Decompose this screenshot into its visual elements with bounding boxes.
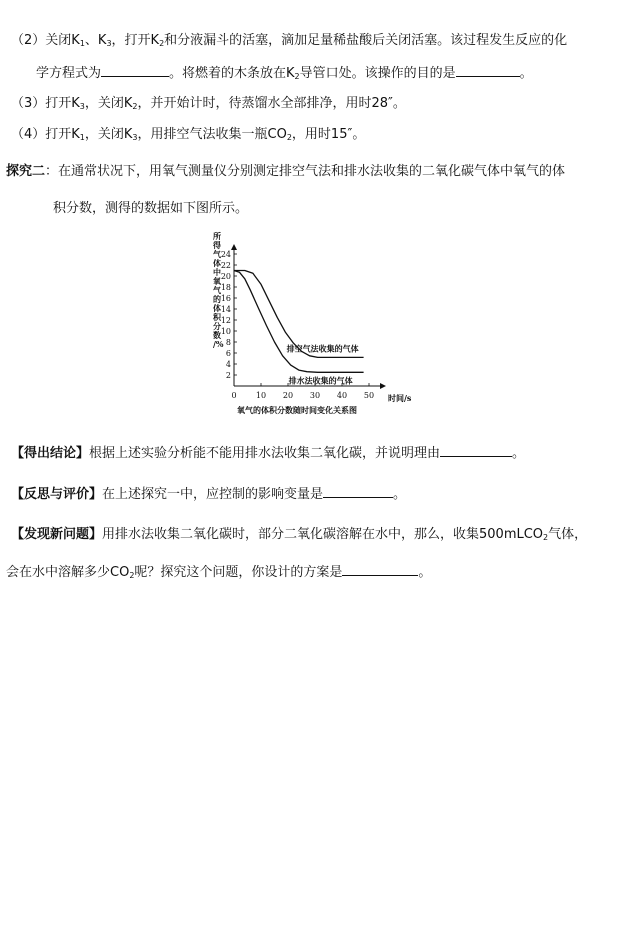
explore2-label: 探究二 bbox=[6, 164, 46, 179]
q2-text-a: 关闭K bbox=[45, 33, 80, 48]
q2-text-c: ，打开K bbox=[111, 33, 160, 48]
reflection-blank[interactable] bbox=[323, 485, 393, 498]
conclusion-line bbox=[11, 444, 525, 463]
newq-text1: 用排水法收集二氧化碳时，部分二氧化碳溶解在水中，那么，收集500mLCO bbox=[102, 527, 544, 542]
q2-text-e: 学方程式为 bbox=[36, 66, 102, 81]
y-tick-label: 12 bbox=[220, 316, 231, 325]
newq-text2b: 呢？探究这个问题，你设计的方案是 bbox=[134, 565, 343, 580]
sub-k2: 2 bbox=[159, 39, 165, 48]
q3-sub-k3: 3 bbox=[79, 102, 85, 111]
q2-text-b: 、K bbox=[84, 33, 107, 48]
equation-blank[interactable] bbox=[101, 64, 169, 77]
explore2-text2: 积分数，测得的数据如下图所示。 bbox=[53, 201, 249, 216]
q4-sub-k3: 3 bbox=[132, 133, 138, 142]
sub-k2b: 2 bbox=[294, 72, 300, 81]
explore2-line1 bbox=[6, 163, 565, 181]
ylabel-c1: 所 bbox=[213, 231, 221, 241]
y-tick-label: 4 bbox=[225, 360, 231, 369]
y-tick-label: 14 bbox=[220, 305, 231, 314]
q2-line1 bbox=[11, 32, 567, 50]
y-tick-label: 8 bbox=[225, 338, 231, 347]
q2-period: 。 bbox=[519, 66, 533, 81]
ylabel-c4: 体 bbox=[213, 258, 221, 268]
q4-text-a: （4）打开K bbox=[11, 127, 80, 142]
chart-title: 氧气的体积分数随时间变化关系图 bbox=[237, 405, 357, 415]
reflection-label: 【反思与评价】 bbox=[11, 487, 103, 502]
y-tick-label: 22 bbox=[220, 261, 231, 270]
explore2-text1: ：在通常状况下，用氧气测量仪分别测定排空气法和排水法收集的二氧化碳气体中氧气的体 bbox=[45, 164, 566, 179]
q2-text-f: 。将燃着的木条放在K bbox=[169, 66, 295, 81]
ylabel-c12: 数 bbox=[213, 330, 221, 340]
conclusion-text: 根据上述实验分析能不能用排水法收集二氧化碳，并说明理由 bbox=[89, 446, 441, 461]
q4-text-d: ，用时15″。 bbox=[291, 127, 366, 142]
q3-text-a: （3）打开K bbox=[11, 96, 80, 111]
newq-line1 bbox=[11, 526, 587, 544]
q4-line bbox=[11, 126, 365, 144]
reflection-period: 。 bbox=[393, 487, 407, 502]
sub-k1: 1 bbox=[79, 39, 85, 48]
q4-text-b: ，关闭K bbox=[84, 127, 133, 142]
q3-text-c: ，并开始计时，待蒸馏水全部排净，用时28″。 bbox=[137, 96, 406, 111]
x-tick-label: 10 bbox=[255, 391, 267, 400]
conclusion-blank[interactable] bbox=[440, 444, 512, 457]
x-tick-label: 20 bbox=[282, 391, 294, 400]
ylabel-c6: 氧 bbox=[213, 276, 221, 286]
q2-text-g: 导管口处。该操作的目的是 bbox=[299, 66, 456, 81]
newq-text1b: 气体， bbox=[548, 527, 588, 542]
newq-sub1: 2 bbox=[543, 533, 549, 542]
q4-sub-co2: 2 bbox=[286, 133, 292, 142]
q4-sub-k1: 1 bbox=[79, 133, 85, 142]
purpose-blank[interactable] bbox=[456, 64, 520, 77]
newq-text2: 会在水中溶解多少CO bbox=[6, 565, 130, 580]
ylabel-c13: /% bbox=[213, 339, 224, 349]
q4-text-c: ，用排空气法收集一瓶CO bbox=[137, 127, 287, 142]
ylabel-c3: 气 bbox=[213, 249, 221, 259]
conclusion-period: 。 bbox=[512, 446, 526, 461]
q2-number: （2） bbox=[11, 33, 46, 48]
xlabel: 时间/s bbox=[388, 393, 412, 403]
q2-line2 bbox=[36, 64, 533, 83]
ylabel-c9: 体 bbox=[213, 303, 221, 313]
q3-text-b: ，关闭K bbox=[84, 96, 133, 111]
newq-period: 。 bbox=[418, 565, 432, 580]
x-tick-label: 40 bbox=[336, 391, 348, 400]
x-axis-arrow bbox=[380, 383, 386, 389]
y-tick-label: 24 bbox=[220, 250, 231, 259]
newq-line2 bbox=[6, 563, 431, 582]
newq-label: 【发现新问题】 bbox=[11, 527, 103, 542]
y-tick-label: 20 bbox=[220, 272, 231, 281]
ylabel-c8: 的 bbox=[213, 294, 221, 304]
y-tick-label: 10 bbox=[220, 327, 231, 336]
q3-line bbox=[11, 95, 406, 113]
q2-text-d: 和分液漏斗的活塞，滴加足量稀盐酸后关闭活塞。该过程发生反应的化 bbox=[164, 33, 568, 48]
sub-k3: 3 bbox=[106, 39, 112, 48]
series-label-2: 排水法收集的气体 bbox=[288, 375, 353, 386]
q3-sub-k2: 2 bbox=[132, 102, 138, 111]
x-tick-label: 0 bbox=[231, 391, 237, 400]
conclusion-label: 【得出结论】 bbox=[11, 446, 90, 461]
ylabel-c11: 分 bbox=[213, 321, 221, 331]
x-tick-label: 30 bbox=[309, 391, 321, 400]
ylabel-c5: 中 bbox=[213, 267, 221, 277]
reflection-line bbox=[11, 485, 406, 504]
y-tick-label: 18 bbox=[220, 283, 231, 292]
ylabel-c10: 积 bbox=[213, 312, 221, 322]
y-tick-label: 6 bbox=[225, 349, 231, 358]
newq-sub2: 2 bbox=[129, 571, 135, 580]
series-label-1: 排空气法收集的气体 bbox=[286, 343, 359, 354]
y-tick-label: 2 bbox=[225, 371, 231, 380]
y-tick-label: 16 bbox=[220, 294, 231, 303]
y-axis-arrow bbox=[231, 244, 237, 250]
plan-blank[interactable] bbox=[342, 563, 418, 576]
oxygen-chart bbox=[200, 228, 420, 426]
ylabel-c7: 气 bbox=[213, 285, 221, 295]
ylabel-c2: 得 bbox=[213, 240, 221, 250]
reflection-text: 在上述探究一中，应控制的影响变量是 bbox=[102, 487, 324, 502]
explore2-line2 bbox=[53, 200, 248, 218]
x-tick-label: 50 bbox=[363, 391, 375, 400]
